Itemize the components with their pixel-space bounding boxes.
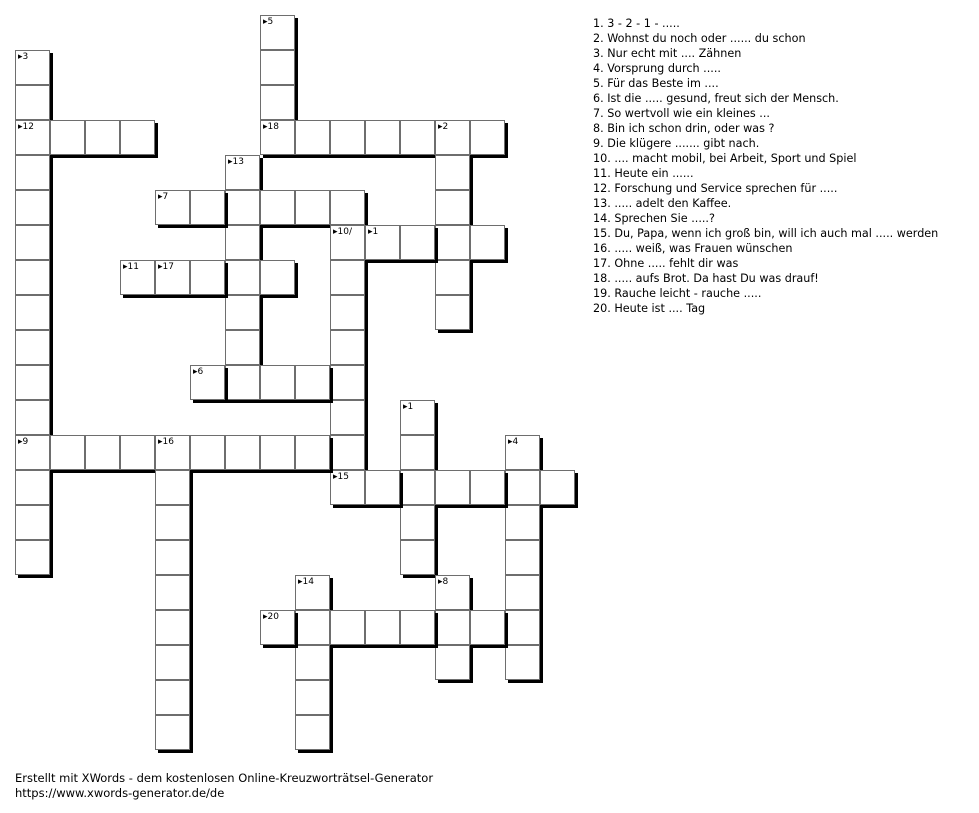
grid-cell[interactable]	[295, 715, 330, 750]
grid-cell[interactable]	[330, 225, 365, 260]
grid-cell[interactable]	[120, 260, 155, 295]
grid-cell[interactable]	[225, 260, 260, 295]
grid-cell[interactable]	[435, 155, 470, 190]
grid-cell[interactable]	[260, 85, 295, 120]
grid-cell[interactable]	[155, 435, 190, 470]
clue-item: 18. ..... aufs Brot. Da hast Du was drauf!	[593, 272, 819, 285]
grid-cell[interactable]	[400, 540, 435, 575]
clue-number: ▸17	[158, 262, 174, 272]
grid-cell[interactable]	[155, 715, 190, 750]
grid-cell[interactable]	[15, 330, 50, 365]
clue-item: 4. Vorsprung durch .....	[593, 62, 721, 75]
clue-item: 11. Heute ein ......	[593, 167, 694, 180]
clue-number: ▸14	[298, 577, 314, 587]
clue-number: ▸6	[193, 367, 204, 377]
clue-number: ▸7	[158, 192, 169, 202]
grid-cell[interactable]	[295, 575, 330, 610]
grid-cell[interactable]	[155, 610, 190, 645]
footer-credit: Erstellt mit XWords - dem kostenlosen Online-Kreuzworträtsel-Generator	[15, 771, 434, 785]
clue-item: 7. So wertvoll wie ein kleines ...	[593, 107, 770, 120]
grid-cell[interactable]	[120, 120, 155, 155]
grid-cell[interactable]	[295, 365, 330, 400]
footer-url[interactable]: https://www.xwords-generator.de/de	[15, 786, 225, 800]
grid-cell[interactable]	[365, 470, 400, 505]
clue-item: 8. Bin ich schon drin, oder was ?	[593, 122, 775, 135]
grid-cell[interactable]	[365, 120, 400, 155]
grid-cell[interactable]	[15, 540, 50, 575]
grid-cell[interactable]	[155, 575, 190, 610]
grid-cell[interactable]	[470, 225, 505, 260]
grid-cell[interactable]	[225, 225, 260, 260]
grid-cell[interactable]	[505, 470, 540, 505]
grid-cell[interactable]	[190, 365, 225, 400]
grid-cell[interactable]	[400, 400, 435, 435]
grid-cell[interactable]	[400, 120, 435, 155]
grid-cell[interactable]	[400, 470, 435, 505]
grid-cell[interactable]	[225, 365, 260, 400]
grid-cell[interactable]	[295, 610, 330, 645]
grid-cell[interactable]	[295, 645, 330, 680]
grid-cell[interactable]	[260, 15, 295, 50]
grid-cell[interactable]	[50, 435, 85, 470]
clue-item: 15. Du, Papa, wenn ich groß bin, will ich auch mal ..... werden	[593, 227, 939, 240]
grid-cell[interactable]	[15, 120, 50, 155]
grid-cell[interactable]	[260, 190, 295, 225]
clue-item: 12. Forschung und Service sprechen für .....	[593, 182, 838, 195]
grid-cell[interactable]	[225, 435, 260, 470]
clue-number: ▸18	[263, 122, 279, 132]
grid-cell[interactable]	[330, 120, 365, 155]
clue-number: ▸16	[158, 437, 174, 447]
grid-cell[interactable]	[155, 680, 190, 715]
grid-cell[interactable]	[330, 610, 365, 645]
clue-number: ▸12	[18, 122, 34, 132]
grid-cell[interactable]	[15, 295, 50, 330]
clue-item: 13. ..... adelt den Kaffee.	[593, 197, 732, 210]
clue-list	[593, 16, 979, 316]
grid-cell[interactable]	[365, 225, 400, 260]
clue-number: ▸15	[333, 472, 349, 482]
grid-cell[interactable]	[190, 260, 225, 295]
grid-cell[interactable]	[225, 190, 260, 225]
clue-item: 19. Rauche leicht - rauche .....	[593, 287, 762, 300]
grid-cell[interactable]	[155, 470, 190, 505]
grid-cell[interactable]	[330, 400, 365, 435]
clue-item: 5. Für das Beste im ....	[593, 77, 719, 90]
clue-number: ▸1	[403, 402, 414, 412]
grid-cell[interactable]	[505, 645, 540, 680]
grid-cell[interactable]	[400, 225, 435, 260]
grid-cell[interactable]	[330, 260, 365, 295]
grid-cell[interactable]	[470, 610, 505, 645]
grid-cell[interactable]	[190, 190, 225, 225]
clue-item: 3. Nur echt mit .... Zähnen	[593, 47, 742, 60]
clue-item: 9. Die klügere ....... gibt nach.	[593, 137, 760, 150]
grid-cell[interactable]	[15, 365, 50, 400]
grid-cell[interactable]	[155, 260, 190, 295]
grid-cell[interactable]	[260, 435, 295, 470]
clue-item: 17. Ohne ..... fehlt dir was	[593, 257, 739, 270]
grid-cell[interactable]	[85, 120, 120, 155]
clue-number: ▸2	[438, 122, 449, 132]
grid-cell[interactable]	[470, 120, 505, 155]
grid-cell[interactable]	[505, 575, 540, 610]
grid-cell[interactable]	[330, 295, 365, 330]
grid-cell[interactable]	[15, 400, 50, 435]
clue-number: ▸3	[18, 52, 29, 62]
footer	[15, 771, 433, 801]
grid-cell[interactable]	[295, 435, 330, 470]
clue-item: 16. ..... weiß, was Frauen wünschen	[593, 242, 793, 255]
grid-cell[interactable]	[400, 435, 435, 470]
clue-number: ▸8	[438, 577, 449, 587]
grid-cell[interactable]	[330, 365, 365, 400]
grid-cell[interactable]	[155, 190, 190, 225]
grid-cell[interactable]	[155, 540, 190, 575]
grid-cell[interactable]	[435, 575, 470, 610]
grid-cell[interactable]	[120, 435, 155, 470]
grid-cell[interactable]	[505, 505, 540, 540]
grid-cell[interactable]	[435, 260, 470, 295]
clue-number: ▸1	[368, 227, 379, 237]
grid-cell[interactable]	[15, 435, 50, 470]
grid-cell[interactable]	[225, 155, 260, 190]
clue-item: 10. .... macht mobil, bei Arbeit, Sport und Spiel	[593, 152, 857, 165]
grid-cell[interactable]	[295, 190, 330, 225]
grid-cell[interactable]	[260, 260, 295, 295]
clue-item: 1. 3 - 2 - 1 - .....	[593, 17, 680, 30]
grid-cell[interactable]	[435, 120, 470, 155]
grid-cell[interactable]	[330, 435, 365, 470]
grid-cell[interactable]	[540, 470, 575, 505]
grid-cell[interactable]	[15, 155, 50, 190]
grid-cell[interactable]	[505, 540, 540, 575]
grid-cell[interactable]	[15, 225, 50, 260]
grid-cell[interactable]	[15, 260, 50, 295]
grid-cell[interactable]	[15, 470, 50, 505]
grid-cell[interactable]	[330, 330, 365, 365]
clue-number: ▸13	[228, 157, 244, 167]
clue-number: ▸20	[263, 612, 279, 622]
clue-number: ▸10/	[333, 227, 353, 237]
clue-number: ▸5	[263, 17, 274, 27]
grid-cell[interactable]	[435, 225, 470, 260]
grid-cell[interactable]	[435, 610, 470, 645]
grid-cell[interactable]	[505, 435, 540, 470]
grid-cell[interactable]	[435, 190, 470, 225]
clue-item: 20. Heute ist .... Tag	[593, 302, 706, 315]
grid-cell[interactable]	[225, 330, 260, 365]
grid-cell[interactable]	[400, 610, 435, 645]
clue-item: 6. Ist die ..... gesund, freut sich der Mensch.	[593, 92, 839, 105]
grid-cell[interactable]	[155, 645, 190, 680]
clue-item: 2. Wohnst du noch oder ...... du schon	[593, 32, 806, 45]
grid-cell[interactable]	[260, 610, 295, 645]
grid-cell[interactable]	[295, 120, 330, 155]
grid-cell[interactable]	[400, 505, 435, 540]
grid-cell[interactable]	[15, 50, 50, 85]
grid-cell[interactable]	[155, 505, 190, 540]
grid-cell[interactable]	[330, 190, 365, 225]
clue-number: ▸9	[18, 437, 29, 447]
grid-cell[interactable]	[85, 435, 120, 470]
grid-cell[interactable]	[365, 610, 400, 645]
grid-cell[interactable]	[260, 50, 295, 85]
grid-cell[interactable]	[295, 680, 330, 715]
grid-cell[interactable]	[330, 470, 365, 505]
grid-cell[interactable]	[15, 505, 50, 540]
grid-cell[interactable]	[435, 645, 470, 680]
grid-cell[interactable]	[225, 295, 260, 330]
grid-cell[interactable]	[470, 470, 505, 505]
clue-number: ▸11	[123, 262, 139, 272]
clue-number: ▸4	[508, 437, 519, 447]
grid-cell[interactable]	[15, 190, 50, 225]
grid-cell[interactable]	[260, 365, 295, 400]
grid-cell[interactable]	[435, 295, 470, 330]
grid-cell[interactable]	[435, 470, 470, 505]
grid-cell[interactable]	[15, 85, 50, 120]
clue-item: 14. Sprechen Sie .....?	[593, 212, 715, 225]
grid-cell[interactable]	[190, 435, 225, 470]
grid-cell[interactable]	[50, 120, 85, 155]
grid-cell[interactable]	[505, 610, 540, 645]
grid-cell[interactable]	[260, 120, 295, 155]
